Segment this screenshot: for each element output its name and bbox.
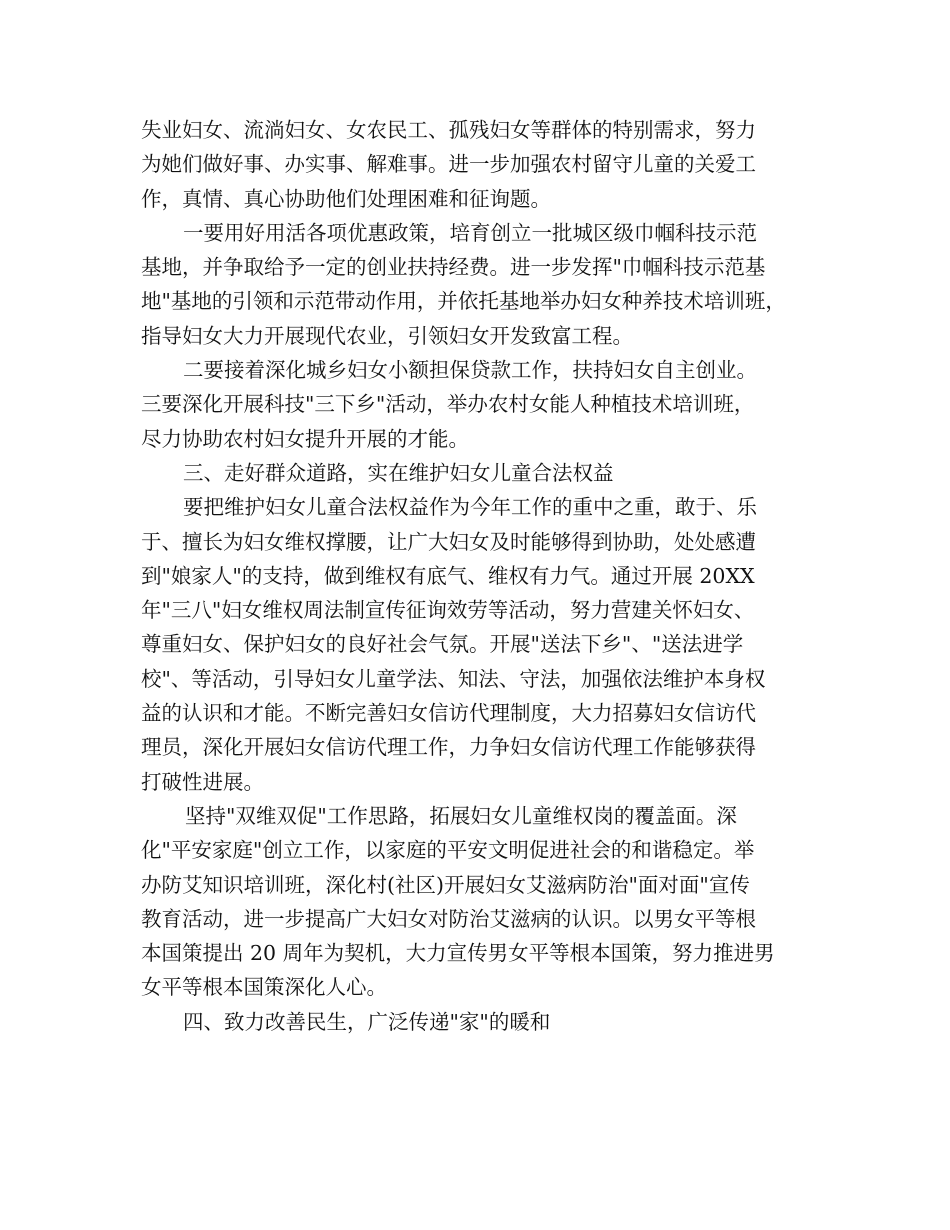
text-line: 理员，深化开展妇女信访代理工作，力争妇女信访代理工作能够获得 — [141, 735, 756, 760]
section-heading: 三、走好群众道路，实在维护妇女儿童合法权益 — [183, 460, 614, 485]
section-heading: 四、致力改善民生，广泛传递"家"的暖和 — [183, 1009, 551, 1034]
text-line: 办防艾知识培训班，深化村(社区)开展妇女艾滋病防治"面对面"宣传 — [141, 872, 750, 897]
text-line: 校"、等活动，引导妇女儿童学法、知法、守法，加强依法维护本身权 — [141, 666, 766, 691]
text-line: 到"娘家人"的支持，做到维权有底气、维权有力气。通过开展 20XX — [141, 563, 755, 588]
text-line: 女平等根本国策深化人心。 — [141, 975, 387, 1000]
paragraph-start-line: 坚持"双维双促"工作思路，拓展妇女儿童维权岗的覆盖面。深 — [185, 803, 737, 828]
paragraph-start-line: 一要用好用活各项优惠政策，培育创立一批城区级巾帼科技示范 — [183, 220, 757, 245]
paragraph-start-line: 二要接着深化城乡妇女小额担保贷款工作，扶持妇女自主创业。 — [183, 358, 757, 383]
text-line: 尽力协助农村妇女提升开展的才能。 — [141, 426, 469, 451]
paragraph-start-line: 要把维护妇女儿童合法权益作为今年工作的重中之重，敢于、乐 — [183, 495, 757, 520]
text-line: 指导妇女大力开展现代农业，引领妇女开发致富工程。 — [141, 323, 633, 348]
text-line: 教育活动，进一步提高广大妇女对防治艾滋病的认识。以男女平等根 — [141, 906, 756, 931]
document-body — [141, 113, 821, 1039]
text-line: 基地，并争取给予一定的创业扶持经费。进一步发挥"巾帼科技示范基 — [141, 255, 766, 280]
text-line: 失业妇女、流淌妇女、女农民工、孤残妇女等群体的特别需求，努力 — [141, 118, 756, 142]
text-line: 尊重妇女、保护妇女的良好社会气氛。开展"送法下乡"、"送法进学 — [141, 632, 744, 657]
text-line: 于、擅长为妇女维权撑腰，让广大妇女及时能够得到协助，处处感遭 — [141, 529, 756, 554]
text-line: 化"平安家庭"创立工作，以家庭的平安文明促进社会的和谐稳定。举 — [141, 838, 755, 863]
text-line: 作，真情、真心协助他们处理困难和征询题。 — [141, 186, 551, 211]
text-line: 打破性进展。 — [141, 769, 264, 794]
text-line: 地"基地的引领和示范带动作用，并依托基地举办妇女种养技术培训班， — [141, 289, 786, 314]
text-line: 年"三八"妇女维权周法制宣传征询效劳等活动，努力营建关怀妇女、 — [141, 598, 755, 623]
text-line: 三要深化开展科技"三下乡"活动，举办农村女能人种植技术培训班， — [141, 392, 755, 417]
text-line: 益的认识和才能。不断完善妇女信访代理制度，大力招募妇女信访代 — [141, 701, 756, 726]
text-line: 为她们做好事、办实事、解难事。进一步加强农村留守儿童的关爱工 — [141, 152, 756, 177]
text-line: 本国策提出 20 周年为契机，大力宣传男女平等根本国策，努力推进男 — [141, 941, 775, 966]
